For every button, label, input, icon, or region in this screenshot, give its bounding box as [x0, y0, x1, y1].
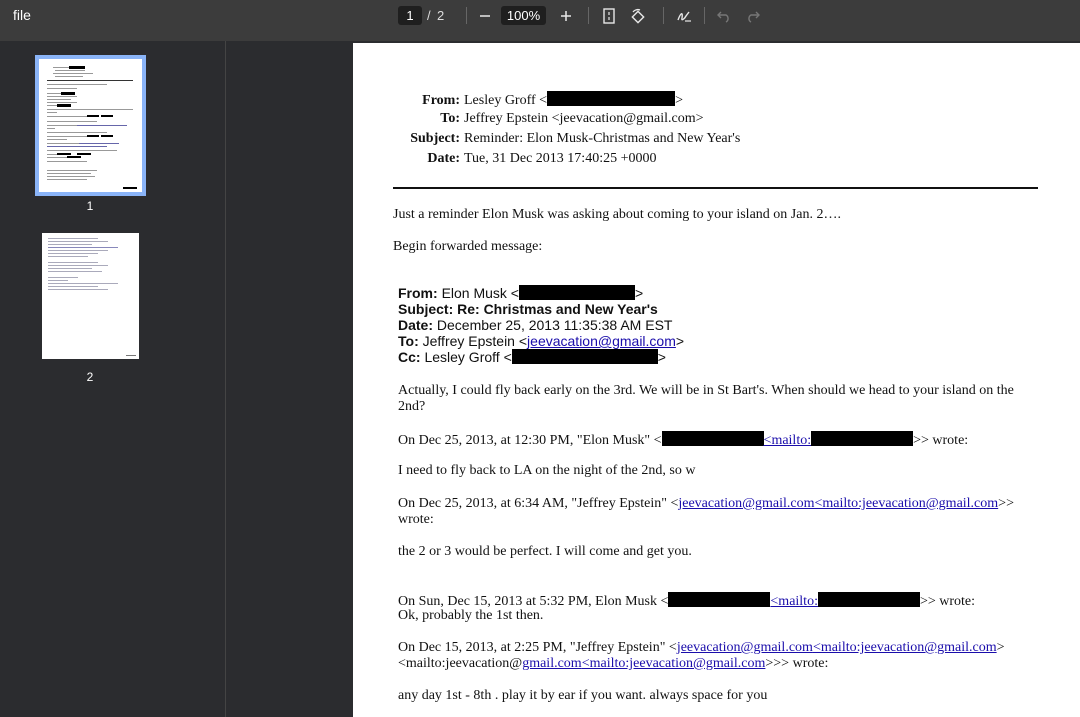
fwd-cc-value: Lesley Groff < [424, 349, 512, 365]
fwd-cc-key: Cc: [398, 349, 421, 365]
quote-text: > [996, 640, 1005, 655]
toolbar [0, 0, 1080, 41]
email-link[interactable]: jeevacation@gmail.com [676, 640, 813, 655]
undo-button[interactable] [713, 5, 735, 27]
redaction-block [512, 349, 658, 364]
fwd-subject-key: Subject: [398, 301, 454, 317]
message-text: the 2 or 3 would be perfect. I will come and get you. [398, 544, 692, 559]
redaction-block [547, 91, 675, 106]
pen-icon [676, 8, 692, 24]
fwd-from-end: > [635, 285, 644, 301]
email-link[interactable]: jeevacation@gmail.com [527, 333, 676, 349]
minus-icon [479, 10, 491, 22]
rotate-button[interactable] [627, 5, 649, 27]
fwd-date [398, 317, 672, 333]
from-key: From: [422, 93, 460, 108]
page-number-input[interactable]: 1 [398, 6, 422, 25]
zoom-level[interactable]: 100% [501, 6, 546, 25]
message-text: any day 1st - 8th . play it by ear if you want. always space for you [398, 688, 768, 703]
quote-header [398, 656, 828, 672]
mailto-link[interactable]: <mailto:jeevacation@gmail.com [581, 656, 766, 671]
email-link[interactable]: gmail.com [522, 656, 582, 671]
quote-text: On Dec 25, 2013, at 6:34 AM, "Jeffrey Epstein" < [398, 496, 679, 511]
email-from [392, 91, 683, 109]
quote-text: wrote: [398, 512, 434, 527]
date-value: Tue, 31 Dec 2013 17:40:25 +0000 [464, 151, 657, 166]
zoom-in-button[interactable] [555, 5, 577, 27]
email-date [392, 151, 657, 167]
quote-text: On Dec 25, 2013, at 12:30 PM, "Elon Musk" < [398, 433, 662, 448]
plus-icon [560, 10, 572, 22]
subject-value: Reminder: Elon Musk-Christmas and New Year's [464, 131, 741, 146]
total-pages: 2 [437, 8, 445, 23]
quote-text: >>> wrote: [765, 656, 829, 671]
quote-text: >> wrote: [919, 594, 976, 609]
thumbnail-label-1: 1 [86, 199, 94, 213]
page-thumbnail-1[interactable] [39, 59, 142, 192]
quote-text: On Sun, Dec 15, 2013 at 5:32 PM, Elon Musk < [398, 594, 669, 609]
to-key: To: [440, 111, 460, 126]
body-text: Just a reminder Elon Musk was asking about coming to your island on Jan. 2…. [393, 207, 841, 222]
redo-icon [746, 9, 760, 23]
mailto-link[interactable]: <mailto:jeevacation@gmail.com [812, 640, 997, 655]
message-text: Ok, probably the 1st then. [398, 608, 544, 623]
fit-page-icon [602, 8, 616, 24]
fwd-to-value: Jeffrey Epstein < [422, 333, 528, 349]
email-subject [392, 131, 740, 147]
fwd-from-value: Elon Musk < [441, 285, 519, 301]
body-text: Begin forwarded message: [393, 239, 543, 254]
quote-text: <mailto:jeevacation@ [398, 656, 523, 671]
fwd-to [398, 333, 684, 349]
fwd-cc-end: > [657, 349, 666, 365]
quote-header [398, 496, 1014, 512]
mailto-link[interactable]: <mailto:jeevacation@gmail.com [814, 496, 999, 511]
rotate-icon [630, 8, 646, 24]
redaction-block [662, 431, 764, 446]
redaction-block [668, 592, 770, 607]
fwd-subject [398, 301, 658, 317]
fwd-from-key: From: [398, 285, 438, 301]
toolbar-divider [704, 7, 705, 24]
quote-text: >> wrote: [913, 433, 969, 448]
mailto-link[interactable]: <mailto: [763, 433, 812, 448]
page-thumbnail-2[interactable] [42, 233, 139, 359]
document-page [353, 43, 1080, 717]
redo-button[interactable] [742, 5, 764, 27]
email-link[interactable]: jeevacation@gmail.com [678, 496, 815, 511]
fwd-cc [398, 349, 666, 365]
from-end: > [675, 93, 683, 108]
fwd-to-end: > [675, 333, 685, 349]
thumbnail-preview [42, 233, 139, 359]
date-key: Date: [427, 151, 460, 166]
zoom-out-button[interactable] [474, 5, 496, 27]
from-value: Lesley Groff < [464, 93, 548, 108]
quote-header [398, 640, 1005, 656]
quote-text: >> [998, 496, 1014, 511]
thumbnail-label-2: 2 [86, 370, 94, 384]
page-separator: / [427, 8, 431, 23]
to-value: Jeffrey Epstein <jeevacation@gmail.com> [464, 111, 704, 126]
file-name: file [13, 7, 31, 23]
redaction-block [519, 285, 635, 300]
email-to [392, 111, 704, 127]
redaction-block [811, 431, 913, 446]
toolbar-divider [588, 7, 589, 24]
toolbar-divider [663, 7, 664, 24]
fwd-date-value: December 25, 2013 11:35:38 AM EST [436, 317, 673, 333]
fwd-date-key: Date: [398, 317, 434, 333]
quote-header [398, 431, 968, 449]
quote-text: On Dec 15, 2013, at 2:25 PM, "Jeffrey Epstein" < [398, 640, 677, 655]
header-divider [393, 187, 1038, 189]
fwd-subject-value: Re: Christmas and New Year's [457, 301, 658, 317]
message-text: Actually, I could fly back early on the 3rd. We will be in St Bart's. When should we head to your island on the [398, 383, 1014, 398]
mailto-link[interactable]: <mailto: [770, 594, 818, 609]
toolbar-divider [466, 7, 467, 24]
subject-key: Subject: [410, 131, 460, 146]
fwd-from [398, 285, 643, 301]
thumbnail-preview [39, 59, 142, 192]
redaction-block [818, 592, 920, 607]
annotate-button[interactable] [673, 5, 695, 27]
fwd-to-key: To: [398, 333, 419, 349]
message-text: I need to fly back to LA on the night of the 2nd, so w [398, 463, 696, 478]
fit-page-button[interactable] [598, 5, 620, 27]
undo-icon [717, 9, 731, 23]
message-text: 2nd? [398, 399, 426, 414]
